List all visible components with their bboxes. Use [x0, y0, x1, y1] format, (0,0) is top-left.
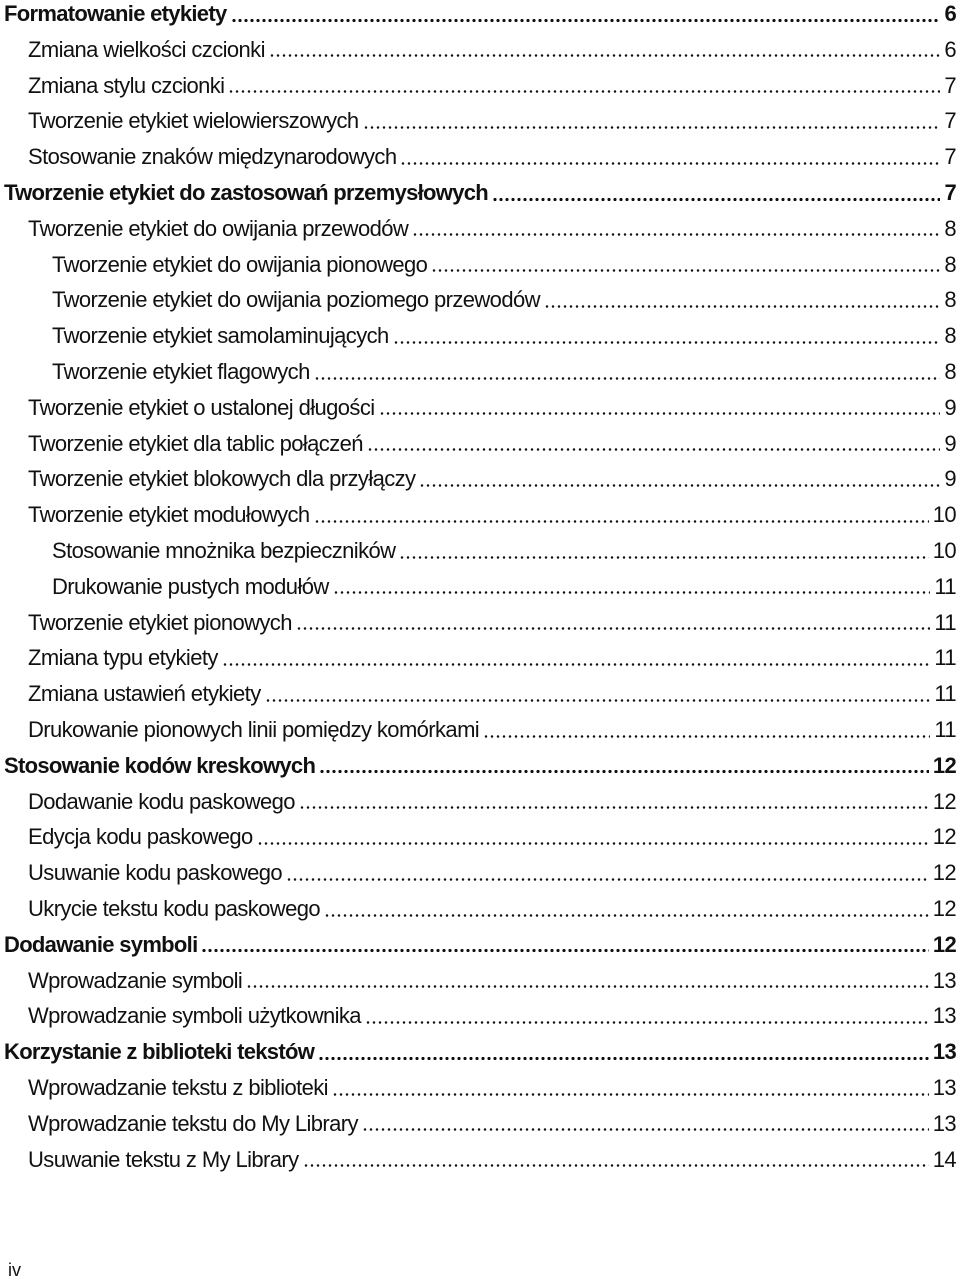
dot-leader: [228, 90, 940, 93]
toc-entry[interactable]: [52, 354, 956, 390]
toc-section-heading[interactable]: [4, 1034, 956, 1070]
toc-entry[interactable]: [28, 819, 956, 855]
dot-leader: [393, 341, 940, 344]
toc-page-number: 11: [934, 573, 956, 599]
toc-entry-title: Tworzenie etykiet pionowych: [28, 609, 292, 635]
dot-leader: [365, 1021, 929, 1024]
toc-page-number: 8: [944, 323, 956, 349]
toc-page-number: 10: [932, 538, 956, 563]
toc-page-number: 12: [932, 896, 956, 921]
toc-entry-title: Tworzenie etykiet wielowierszowych: [28, 108, 359, 134]
dot-leader: [431, 269, 940, 272]
dot-leader: [483, 735, 930, 738]
dot-leader: [314, 520, 929, 523]
toc-entry-title: Zmiana stylu czcionki: [28, 72, 225, 98]
toc-entry-title: Tworzenie etykiet flagowych: [52, 359, 310, 384]
dot-leader: [296, 627, 931, 630]
dot-leader: [333, 591, 931, 594]
dot-leader: [269, 54, 940, 57]
toc-entry-title: Stosowanie kodów kreskowych: [4, 752, 316, 778]
dot-leader: [299, 806, 929, 809]
dot-leader: [201, 949, 928, 952]
dot-leader: [324, 914, 929, 917]
toc-page-number: 7: [944, 72, 956, 98]
toc-page-number: 6: [944, 36, 956, 62]
toc-entry[interactable]: [28, 891, 956, 927]
dot-leader: [319, 770, 929, 773]
toc-page-number: 13: [932, 1003, 956, 1029]
toc-entry-title: Tworzenie etykiet blokowych dla przyłączy: [28, 466, 416, 492]
toc-entry[interactable]: [28, 963, 956, 999]
toc-entry[interactable]: [28, 461, 956, 497]
toc-entry[interactable]: [28, 1142, 956, 1178]
dot-leader: [231, 19, 941, 22]
toc-page-number: 10: [932, 502, 956, 528]
toc-entry[interactable]: [28, 784, 956, 820]
toc-entry-title: Drukowanie pionowych linii pomiędzy komórkami: [28, 717, 480, 742]
toc-entry[interactable]: [28, 211, 956, 247]
toc-page-number: 12: [932, 860, 956, 886]
dot-leader: [303, 1164, 929, 1167]
toc-entry-title: Tworzenie etykiet do owijania pionowego: [52, 251, 428, 277]
toc-entry[interactable]: [52, 533, 956, 569]
toc-page-number: 8: [944, 287, 956, 313]
dot-leader: [265, 699, 931, 702]
toc-page-number: 13: [932, 967, 956, 993]
toc-page-number: 6: [944, 1, 956, 26]
toc-entry[interactable]: [52, 282, 956, 318]
toc-page-number: 11: [934, 645, 956, 671]
toc-entry-title: Dodawanie symboli: [4, 931, 198, 957]
toc-section-heading[interactable]: [4, 927, 956, 963]
toc-entry-title: Tworzenie etykiet do zastosowań przemysłowych: [4, 180, 489, 205]
dot-leader: [412, 233, 940, 236]
dot-leader: [419, 484, 940, 487]
toc-entry-title: Formatowanie etykiety: [4, 1, 227, 26]
toc-page-number: 8: [944, 215, 956, 241]
toc-entry-title: Tworzenie etykiet samolaminujących: [52, 323, 389, 349]
toc-section-heading[interactable]: [4, 0, 956, 32]
toc-entry[interactable]: [28, 390, 956, 426]
dot-leader: [379, 412, 940, 415]
dot-leader: [367, 448, 940, 451]
page-number: iv: [8, 1260, 21, 1280]
toc-entry-title: Tworzenie etykiet do owijania poziomego przewodów: [52, 287, 540, 313]
dot-leader: [363, 126, 940, 129]
toc-page-number: 7: [944, 144, 956, 170]
toc-page-number: 12: [932, 752, 956, 778]
toc-page-number: 7: [944, 108, 956, 134]
toc-entry-title: Ukrycie tekstu kodu paskowego: [28, 896, 320, 921]
dot-leader: [492, 198, 940, 201]
toc-entry-title: Zmiana wielkości czcionki: [28, 36, 265, 62]
toc-entry[interactable]: [28, 68, 956, 104]
toc-entry[interactable]: [28, 32, 956, 68]
toc-entry[interactable]: [28, 426, 956, 462]
toc-entry[interactable]: [28, 1070, 956, 1106]
toc-entry[interactable]: [28, 640, 956, 676]
toc-page-number: 14: [932, 1146, 956, 1172]
toc-entry[interactable]: [52, 569, 956, 605]
toc-entry-title: Zmiana typu etykiety: [28, 645, 218, 671]
toc-section-heading[interactable]: [4, 175, 956, 211]
toc-entry-title: Tworzenie etykiet do owijania przewodów: [28, 215, 409, 241]
toc-entry[interactable]: [28, 855, 956, 891]
toc-entry-title: Tworzenie etykiet dla tablic połączeń: [28, 430, 363, 456]
toc-entry-title: Usuwanie kodu paskowego: [28, 860, 283, 886]
toc-page-number: 9: [944, 430, 956, 456]
toc-entry-title: Stosowanie znaków międzynarodowych: [28, 144, 397, 170]
toc-entry-title: Wprowadzanie symboli: [28, 967, 243, 993]
toc-entry[interactable]: [28, 676, 956, 712]
toc-entry[interactable]: [52, 247, 956, 283]
toc-page-number: 11: [934, 717, 956, 742]
toc-page-number: 11: [934, 681, 956, 707]
toc-page-number: 13: [932, 1075, 956, 1100]
toc-page-number: 12: [932, 824, 956, 850]
dot-leader: [332, 1093, 929, 1096]
toc-entry-title: Edycja kodu paskowego: [28, 824, 253, 850]
toc-page-number: 9: [944, 394, 956, 420]
toc-entry[interactable]: [28, 712, 956, 748]
toc-entry[interactable]: [28, 998, 956, 1034]
toc-page-number: 8: [944, 251, 956, 277]
toc-entry-title: Korzystanie z biblioteki tekstów: [4, 1039, 315, 1065]
toc-entry-title: Wprowadzanie tekstu z biblioteki: [28, 1075, 328, 1100]
toc-section-heading[interactable]: [4, 748, 956, 784]
toc-page-number: 12: [932, 931, 956, 957]
toc-entry-title: Stosowanie mnożnika bezpieczników: [52, 538, 396, 563]
toc-entry[interactable]: [28, 103, 956, 139]
toc-page-number: 11: [934, 609, 956, 635]
toc-entry-title: Dodawanie kodu paskowego: [28, 788, 295, 814]
dot-leader: [362, 1128, 929, 1131]
dot-leader: [257, 842, 929, 845]
toc-entry[interactable]: [28, 497, 956, 533]
toc-entry[interactable]: [52, 318, 956, 354]
dot-leader: [246, 985, 929, 988]
toc-entry-title: Wprowadzanie symboli użytkownika: [28, 1003, 361, 1029]
dot-leader: [314, 377, 940, 380]
toc-entry[interactable]: [28, 139, 956, 175]
toc-entry-title: Usuwanie tekstu z My Library: [28, 1146, 299, 1172]
toc-entry-title: Tworzenie etykiet modułowych: [28, 502, 310, 528]
toc-page-number: 13: [932, 1110, 956, 1136]
toc-entry-title: Wprowadzanie tekstu do My Library: [28, 1110, 358, 1136]
dot-leader: [222, 663, 931, 666]
toc-entry-title: Drukowanie pustych modułów: [52, 573, 329, 599]
toc-page-number: 13: [932, 1039, 956, 1065]
toc-entry-title: Tworzenie etykiet o ustalonej długości: [28, 394, 375, 420]
toc-page-number: 8: [944, 359, 956, 384]
toc-page-number: 12: [932, 788, 956, 814]
dot-leader: [544, 305, 940, 308]
toc-entry[interactable]: [28, 605, 956, 641]
toc-page-number: 9: [944, 466, 956, 492]
toc-page-number: 7: [944, 180, 956, 205]
dot-leader: [286, 878, 929, 881]
dot-leader: [399, 556, 928, 559]
toc-entry-title: Zmiana ustawień etykiety: [28, 681, 261, 707]
dot-leader: [400, 162, 940, 165]
dot-leader: [318, 1057, 929, 1060]
toc-entry[interactable]: [28, 1106, 956, 1142]
